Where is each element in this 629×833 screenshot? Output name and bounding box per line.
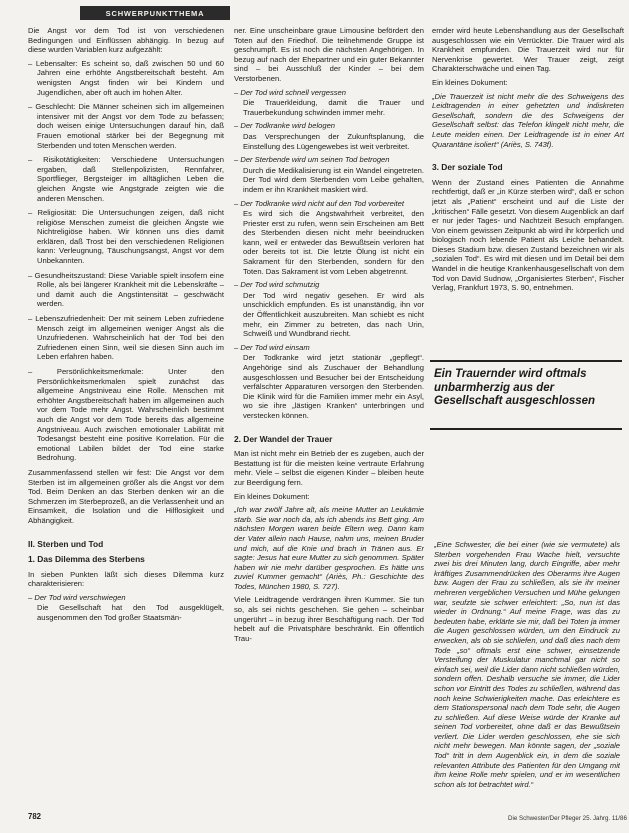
section-heading: II. Sterben und Tod bbox=[28, 538, 104, 549]
column-right bbox=[432, 26, 624, 356]
subsection-heading: 2. Der Wandel der Trauer bbox=[234, 433, 333, 444]
paragraph: ner. Eine unscheinbare graue Limousine befördert den Toten auf den Friedhof. Die teilnehmende Gruppe ist geschrumpft. Es ist noch die nächsten Angehörigen. In bezug auf nach der Ehepartner und ein guter Bekannter sind – bei Ausschluß der Kinder – bei dem Verstorbenen. bbox=[234, 26, 424, 83]
point-title: – Der Tod wird verschwiegen bbox=[28, 592, 126, 602]
page-number: 782 bbox=[28, 812, 42, 821]
column-middle bbox=[234, 26, 424, 816]
paragraph: Wenn der Zustand eines Patienten die Annahme rechtfertigt, daß er „in Kürze sterben wird“, daß er schon jetzt als „Patient“ erscheint und auf die Liste der „kritischen“ Fälle gesetzt. Von diesem Augenblick an darf er nur jeder Tages- und Nachtzeit Besuch empfangen. Von einem gewissen Zeitpunkt ab wird ihr körperlich und biologisch noch lebende Patient als Leiche behandelt. Dieses Stadium bzw. diesen Zustand bezeichnen wir als „sozialen Tod“. Es wird mit diesen und im Detail bei dem Wandel in die heutige Krankenhausgesellschaft von dem Tod von David Sudnow, „Organisiertes Sterben“, Fischer Verlag, Frankfurt 1973, S. 90, entnehmen. bbox=[432, 177, 624, 293]
paragraph: Durch die Medikalisierung ist ein Wandel eingetreten. Der Tod wird dem Sterbenden vom Leibe gehalten, indem er ihn Krankheit maskiert wird. bbox=[243, 165, 424, 194]
point-title: – Der Tod wird einsam bbox=[234, 342, 310, 352]
paragraph: Es wird sich die Angstwahrheit verbreitet, den Priester erst zu rufen, wenn sein Erscheinen am Bett des Sterbenden diesen nicht mehr beeindrucken kann, weil er entweder das Bewußtsein verloren hat oder bereits tot ist. Die letzte Ölung ist nicht ein Sakrament für den Sterbenden, sondern für den Toten. Das Sakrament ist vom Leben abgetrennt. bbox=[243, 209, 424, 276]
quote: „Die Trauerzeit ist nicht mehr die des Schweigens des Leidtragenden in einer gehetzten und indiskreten Gesellschaft, sondern die des Schweigens der Gesellschaft selbst: das Telefon klingelt nicht mehr, die Leute meiden einen. Der Leidtragende ist in einer Art Quarantäne isoliert“ (Ariès, S. 743f). bbox=[432, 91, 624, 149]
list-item: – Lebenszufriedenheit: Der mit seinem Leben zufriedene Mensch zeigt im allgemeinen weniger Angst als die Unzufriedenen. Wahrscheinlich hat der Tod bei den Zufriedenen einen Sinn, weil sie diesen Sinn auch im Leben erfahren haben. bbox=[28, 314, 224, 362]
paragraph: Die Angst vor dem Tod ist von verschiedenen Bedingungen und Einflüssen abhängig. In bezug auf diese wurden Variablen kurz aufgezählt: bbox=[28, 26, 224, 55]
subsection-heading: 3. Der soziale Tod bbox=[432, 162, 503, 173]
point-title: – Der Sterbende wird um seinen Tod betrogen bbox=[234, 155, 390, 165]
list-item: – Risikotätigkeiten: Verschiedene Untersuchungen ergaben, daß Stellenpolizisten, Rennfahrer, Sportflieger, Bergsteiger im alltäglichen Leben die gleichen Ängste wie Angstgrade zeigten wie die anderen Menschen. bbox=[28, 155, 224, 203]
pull-quote: Ein Trauernder wird oftmals unbarmherzig aus der Gesellschaft ausgeschlossen bbox=[430, 360, 622, 430]
paragraph: In sieben Punkten läßt sich dieses Dilemma kurz charakterisieren: bbox=[28, 569, 224, 589]
paragraph: Der Todkranke wird jetzt stationär „gepflegt“. Angehörige sind als Zuschauer der Behandlung ausgeschlossen und Besucher bei der Entscheidung verfälschter Apparaturen versorgen den Sterbenden. Die Klinik wird für die Familien immer mehr ein Asyl, wo sie ihre „lästigen Kranken“ unterbringen und verstecken können. bbox=[243, 353, 424, 420]
list-item: – Geschlecht: Die Männer scheinen sich im allgemeinen intensiver mit der Angst vor dem Tode zu befassen; doch weisen einige Untersuchungen darauf hin, daß Frauen emotional stärker bei der Begegnung mit Sterbenden und toten Menschen werden. bbox=[28, 102, 224, 150]
boxed-quote bbox=[434, 540, 620, 812]
list-item: – Religiosität: Die Untersuchungen zeigen, daß nicht religiöse Menschen zumeist die gleichen Ängste wie Nichtreligiöse haben. Wir können uns dies damit erklären, daß Trost bei den verschiedenen Religionen kann: Verleugnung, Täuschungsangst, Angst vor dem Unbekannten. bbox=[28, 208, 224, 266]
paragraph: Zusammenfassend stellen wir fest: Die Angst vor dem Sterben ist im allgemeinen größer als die Angst vor dem Tod. Beim Denken an das Sterben denken wir an die Schmerzen im Sterbeprozeß, an die Verlassenheit und an Einsamkeit, die Isolation und die Hilflosigkeit und Abhängigkeit. bbox=[28, 467, 224, 525]
paragraph: Das Versprechungen der Zukunftsplanung, die Einstellung des Lügengewebes ist weit verbreitet. bbox=[243, 131, 424, 151]
list-item: – Gesundheitszustand: Diese Variable spielt insofern eine Rolle, als bei längerer Krankheit mit die Lebenskräfte – und damit auch die Angstintensität – geschwächt werden. bbox=[28, 270, 224, 309]
document-label: Ein kleines Dokument: bbox=[432, 77, 508, 87]
paragraph: Die Gesellschaft hat den Tod ausgeklügelt, ausgenommen den Tod großer Staatsmän- bbox=[37, 603, 224, 623]
paragraph: Man ist nicht mehr ein Betrieb der es zugeben, auch der Bestattung ist für die meisten keine vertraute Erfahrung mehr. Viele – selbst die eigenen Kinder – bleiben heute zur Beerdigung fern. bbox=[234, 449, 424, 487]
paragraph: ernder wird heute Lebenshandlung aus der Gesellschaft ausgeschlossen wie ein Verrückter. Die Trauer wird als Krankheit empfunden. Die Trauerzeit wird nur für Nervenkrise gewertet. Wer Trauer zeigt, zeigt Charakterschwäche und einen Tag. bbox=[432, 26, 624, 74]
paragraph: Die Trauerkleidung, damit die Trauer und Trauerbekundung schwinden immer mehr. bbox=[243, 98, 424, 117]
quote: „Eine Schwester, die bei einer (wie sie vermutete) als Sterben vorgehenden Frau Wache hielt, versuchte zwei bis drei Minuten lang, durch Eingriffe, aber mehr kräftiges Zusammendrücken des Oberarms ihre Augen bzw. Augen der Frau zu schließen, als sie ihr meiner mehreren vergeblichen Versuchen und Mühe gelungen war, seufzte sie schwer erleichtert: „So, nun ist das wieder in Ordnung.“ Auf meine Frage, was das zu bedeuten habe, erklärte sie mir, daß bei Toten ja immer die Augen geschlossen würden, um den Eindruck zu erwecken, als ob sie schliefen, und daß dies nach dem Tode „so“ oftmals erst eine schwer, einsetzende Versteifung der Muskulatur manchmal gar nicht so einfach sei, weil die Lider dann nicht schließen würden, sondern offen. Deshalb versuche sie immer, die Lider schon vor Eintritt des Todes zu schließen, während das noch keine Schwierigkeiten mache. Das erleichtere es dem Stationspersonal nach dem Tode sehr, die Augen zu schließen. Auf diese Weise würde der Kranke auf seinen Tod vorbereitet, ohne daß er das Bewußtsein verliert. Die Lider werden geschlossen, ehe sie sich nicht mehr bewegen. Man könnte sagen, der „soziale Tod“ tritt in dem Augenblick ein, in dem die soziale relevanten Attribute des Patienten für den Umgang mit ihm keine Rolle mehr spielen, und er im wesentlichen schon als tot betrachtet wird.“ bbox=[434, 540, 620, 789]
section-tag: SCHWERPUNKTTHEMA bbox=[80, 6, 230, 20]
paragraph: Viele Leidtragende verdrängen ihren Kummer. Sie tun so, als sei nichts geschehen. Sie gehen – scheinbar ungerührt – in bezug ihrer Beschäftigung nach. Der Tod hebelt auf die Privatsphäre beschränkt. Ein öffentlich Trau- bbox=[234, 595, 424, 643]
document-label: Ein kleines Dokument: bbox=[234, 491, 310, 501]
point-title: – Der Todkranke wird belogen bbox=[234, 121, 336, 131]
subsection-heading: 1. Das Dilemma des Sterbens bbox=[28, 554, 145, 565]
quote: „Ich war zwölf Jahre alt, als meine Mutter an Leukämie starb. Sie war noch da, als ich abends ins Bett ging. Am nächsten Morgen waren beide Eltern weg. Dann kam der Vater allein nach Hause, nahm uns, meinen Bruder und mich, auf die Knie und brach in Tränen aus. Er sagte: Jesus hat eure Mutter zu sich genommen. Später haben wir nie mehr darüber gesprochen. Es hätte uns zuviel Kummer gemacht“ (Ariès, Ph.: Geschichte des Todes, München 1980, S. 727). bbox=[234, 505, 424, 591]
point-title: – Der Tod wird schmutzig bbox=[234, 280, 320, 290]
column-left bbox=[28, 26, 224, 816]
list-item: – Lebensalter: Es scheint so, daß zwischen 50 und 60 Jahren eine erhöhte Angstbereitschaft besteht. Am wenigsten Angst finden wir bei Kindern und Jugendlichen, aber oft auch im hohen Alter. bbox=[28, 58, 224, 97]
point-title: – Der Tod wird schnell vergessen bbox=[234, 87, 346, 97]
point-title: – Der Todkranke wird nicht auf den Tod vorbereitet bbox=[234, 198, 404, 208]
list-item: – Persönlichkeitsmerkmale: Unter den Persönlichkeitsmerkmalen spielt zunächst das allgemeine Angstniveau eine Rolle. Menschen mit erhöhter Angstbereitschaft haben im allgemeinen auch vor dem Tode mehr Angst. Wahrscheinlich bestimmt auch die Angst vor dem Tode bereits das allgemeine Angstniveau. Auch zwischen emotionaler Labilität mit Todesangst besteht eine positive Korrelation. Für die emotional Labilen bildet der Tod eine starke Bedrohung. bbox=[28, 367, 224, 463]
paragraph: Der Tod wird negativ gesehen. Er wird als unschicklich empfunden. Es ist unanständig, ihn vor der Öffentlichkeit auszubreiten. Man schiebt es nicht mehr, ein Zimmer zu betreten, das nach Urin, Schweiß und Wundbrand riecht. bbox=[243, 290, 424, 339]
footer-citation: Die Schwester/Der Pfleger 25. Jahrg. 11/86 bbox=[508, 815, 627, 822]
